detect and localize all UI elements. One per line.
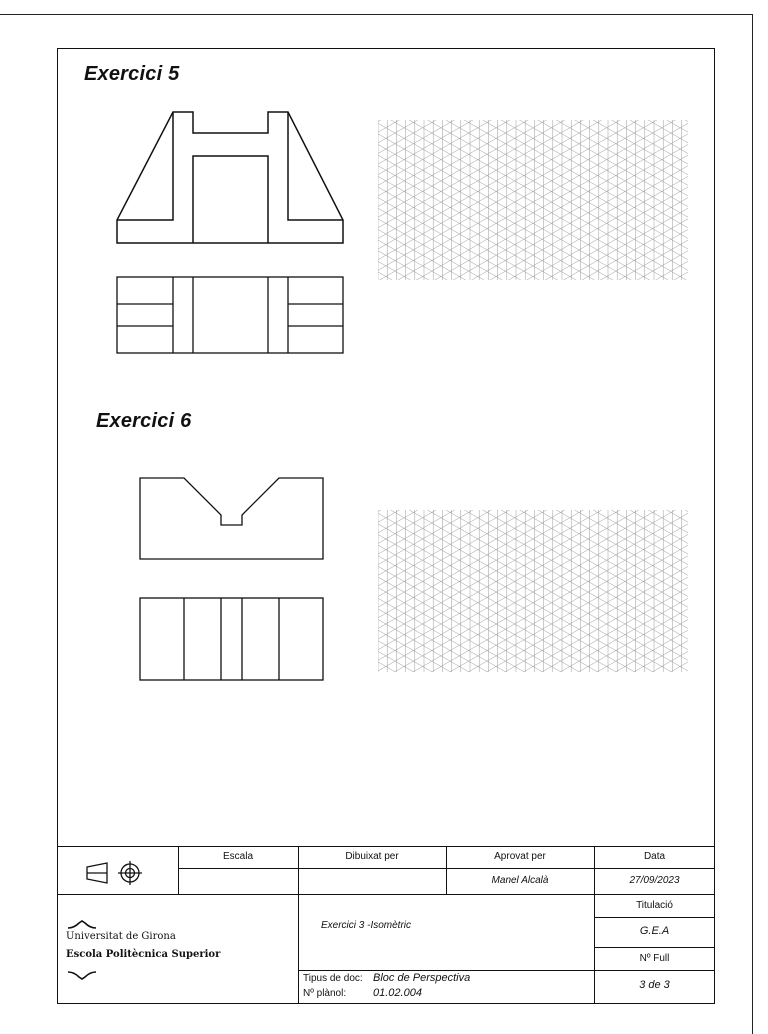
document-title: Exercici 3 -Isomètric bbox=[321, 920, 412, 931]
titulacio-value: G.E.A bbox=[639, 925, 670, 937]
escala-header: Escala bbox=[222, 851, 253, 862]
university-logo-brace-bottom bbox=[67, 970, 97, 980]
projection-symbol-icon bbox=[87, 863, 107, 883]
crosshair-circle-icon bbox=[118, 861, 142, 885]
university-logo-brace-top bbox=[67, 920, 97, 930]
data-header: Data bbox=[643, 851, 666, 862]
projection-method-symbols bbox=[85, 860, 145, 888]
titulacio-header: Titulació bbox=[636, 900, 673, 911]
tipus-value: Bloc de Perspectiva bbox=[373, 972, 471, 984]
isometric-grid-exercise-6 bbox=[378, 510, 688, 672]
title-block bbox=[57, 846, 715, 1004]
aprovat-value: Manel Alcalà bbox=[491, 875, 549, 886]
num-full-value: 3 de 3 bbox=[639, 979, 670, 991]
university-name: Universitat de Girona bbox=[66, 931, 176, 942]
planol-label: Nº plànol: bbox=[303, 988, 347, 999]
tipus-label: Tipus de doc: bbox=[303, 973, 363, 984]
data-value: 27/09/2023 bbox=[629, 875, 680, 886]
dibuixat-header: Dibuixat per bbox=[345, 851, 399, 862]
num-full-header: Nº Full bbox=[639, 953, 670, 964]
planol-value: 01.02.004 bbox=[373, 987, 422, 999]
school-name: Escola Politècnica Superior bbox=[66, 949, 221, 960]
exercise-6-title: Exercici 6 bbox=[96, 410, 192, 432]
aprovat-header: Aprovat per bbox=[494, 851, 546, 862]
exercise-5-title: Exercici 5 bbox=[84, 63, 180, 85]
